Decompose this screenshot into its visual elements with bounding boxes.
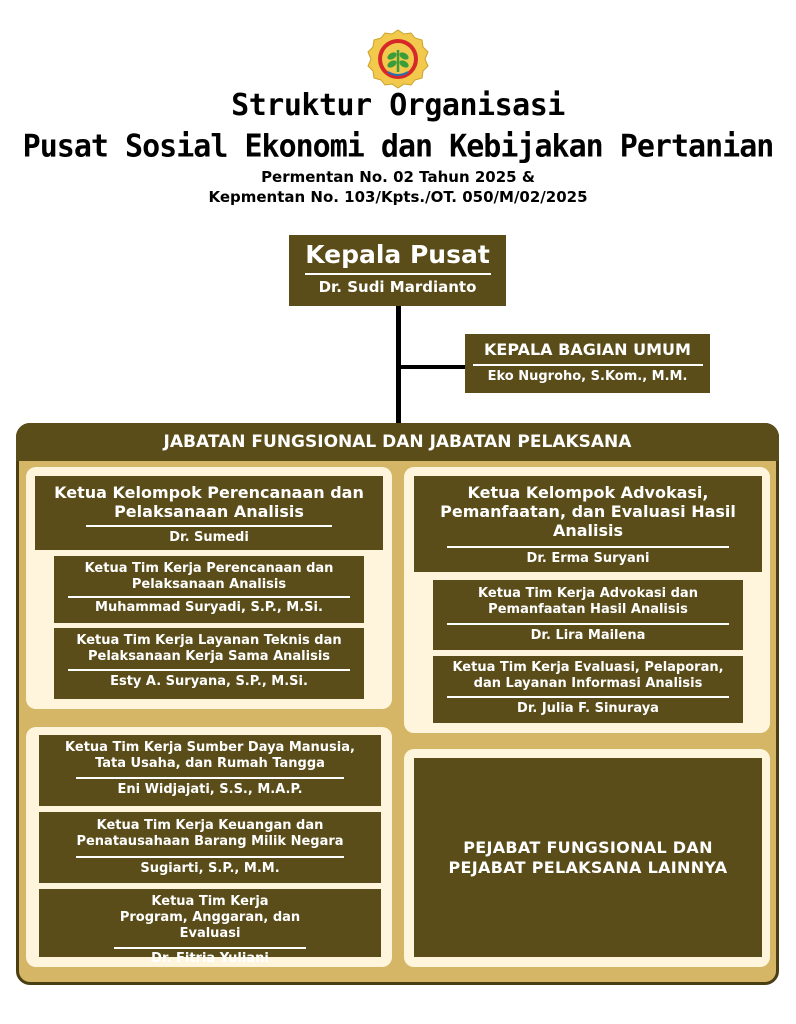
section-title: JABATAN FUNGSIONAL DAN JABATAN PELAKSANA (16, 423, 779, 461)
tim-evaluasi-box (433, 656, 743, 723)
regulation-line1: Permentan No. 02 Tahun 2025 & (261, 168, 535, 186)
kepala-pusat-box (289, 235, 506, 306)
tim-sdm-name: Eni Widjajati, S.S., M.A.P. (117, 782, 303, 797)
tim-keuangan-name: Sugiarti, S.P., M.M. (140, 861, 280, 876)
pejabat-lainnya-label: PEJABAT FUNGSIONAL DAN PEJABAT PELAKSANA LAINNYA (448, 837, 728, 877)
kelompok-perencanaan-box (35, 476, 383, 550)
tim-advokasi-title: Ketua Tim Kerja Advokasi dan Pemanfaatan Hasil Analisis (478, 586, 698, 617)
connector-horizontal (398, 365, 466, 369)
tim-evaluasi-title: Ketua Tim Kerja Evaluasi, Pelaporan, dan Layanan Informasi Analisis (452, 660, 724, 691)
pejabat-lainnya-box (414, 758, 762, 957)
tim-keuangan-box (39, 812, 381, 883)
kelompok-perencanaan-name: Dr. Sumedi (169, 530, 249, 545)
tim-sdm-title: Ketua Tim Kerja Sumber Daya Manusia, Tata Usaha, dan Rumah Tangga (65, 740, 355, 771)
tim-layanan-teknis-name: Esty A. Suryana, S.P., M.Si. (110, 674, 308, 689)
tim-advokasi-name: Dr. Lira Mailena (530, 628, 646, 643)
kelompok-advokasi-box (414, 476, 762, 572)
kepala-pusat-title: Kepala Pusat (305, 240, 490, 269)
kepala-pusat-name: Dr. Sudi Mardianto (318, 278, 477, 296)
tim-layanan-teknis-box (54, 628, 364, 699)
kementan-logo (366, 28, 430, 90)
tim-perencanaan-name: Muhammad Suryadi, S.P., M.Si. (95, 600, 323, 615)
kepala-bagian-name: Eko Nugroho, S.Kom., M.M. (487, 369, 688, 384)
kepala-bagian-title: KEPALA BAGIAN UMUM (484, 340, 691, 359)
tim-layanan-teknis-title: Ketua Tim Kerja Layanan Teknis dan Pelaksanaan Kerja Sama Analisis (76, 633, 342, 664)
page-title-line2: Pusat Sosial Ekonomi dan Kebijakan Pertanian (22, 128, 774, 165)
kepala-bagian-box (465, 334, 710, 393)
tim-program-name: Dr. Fitria Yuliani (151, 951, 269, 966)
tim-keuangan-title: Ketua Tim Kerja Keuangan dan Penatausahaan Barang Milik Negara (76, 818, 344, 849)
kelompok-perencanaan-title: Ketua Kelompok Perencanaan dan Pelaksanaan Analisis (54, 483, 364, 521)
regulation-line2: Kepmentan No. 103/Kpts./OT. 050/M/02/2025 (208, 188, 588, 206)
kelompok-advokasi-title: Ketua Kelompok Advokasi, Pemanfaatan, dan Evaluasi Hasil Analisis (440, 483, 736, 540)
tim-sdm-box (39, 735, 381, 806)
tim-perencanaan-box (54, 556, 364, 623)
tim-perencanaan-title: Ketua Tim Kerja Perencanaan dan Pelaksanaan Analisis (84, 561, 334, 592)
tim-program-box (39, 889, 381, 966)
tim-evaluasi-name: Dr. Julia F. Sinuraya (517, 701, 659, 716)
page-title-line1: Struktur Organisasi (231, 88, 565, 123)
tim-program-title: Ketua Tim Kerja Program, Anggaran, dan Evaluasi (119, 894, 301, 941)
kelompok-advokasi-name: Dr. Erma Suryani (526, 551, 650, 566)
tim-advokasi-box (433, 580, 743, 650)
